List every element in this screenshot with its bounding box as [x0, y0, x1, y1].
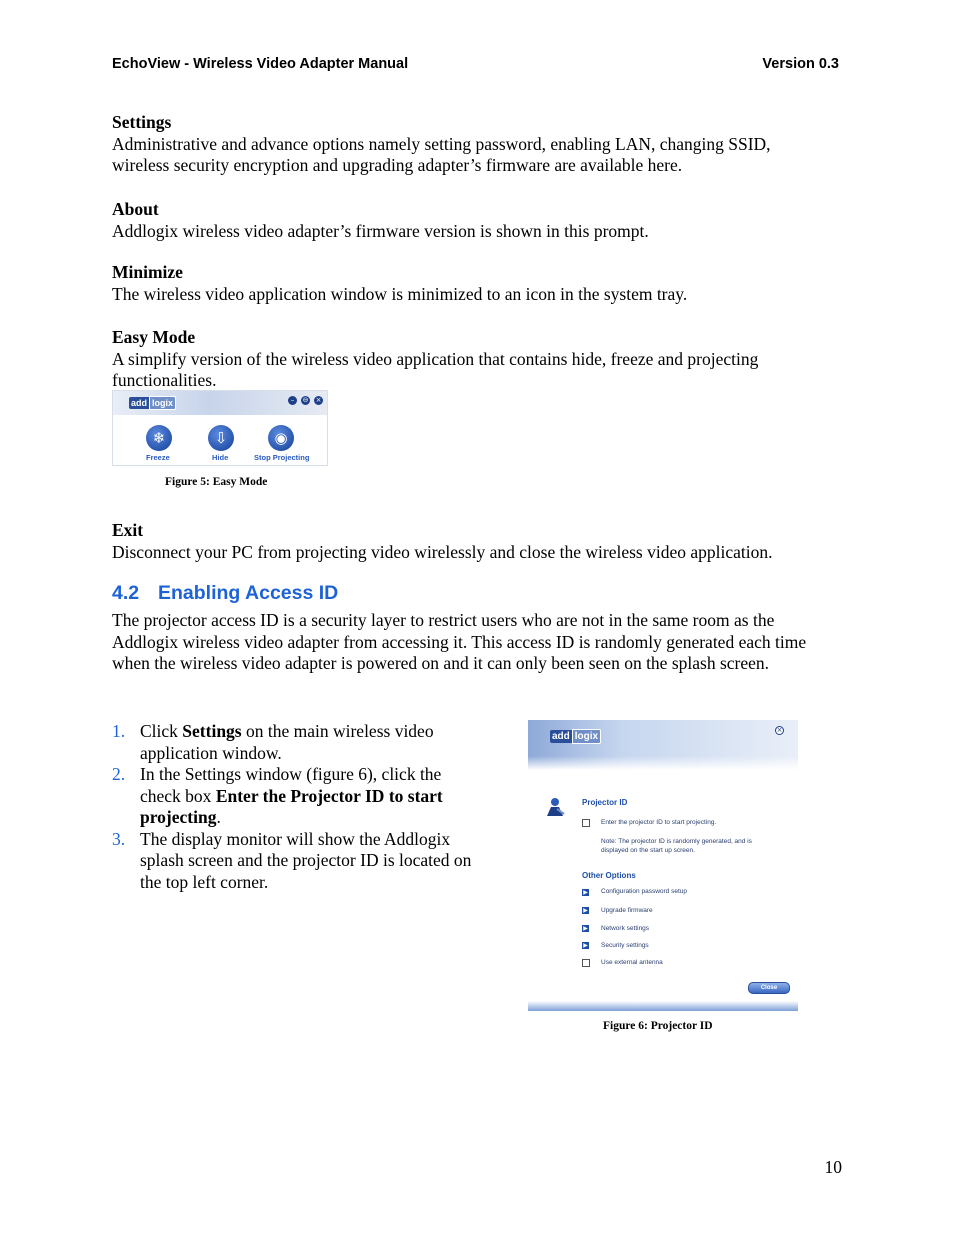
about-block: [112, 199, 832, 242]
close-icon: ×: [776, 726, 783, 734]
minimize-heading: Minimize: [112, 262, 183, 282]
projector-id-note: Note: The projector ID is randomly generated, and is: [601, 838, 752, 845]
exit-heading: Exit: [112, 520, 144, 540]
projector-id-checkbox-label: Enter the projector ID to start projecting.: [601, 819, 717, 826]
settings-body: Administrative and advance options namely setting password, enabling LAN, changing SSID, wireless security encryption and upgrading adapter’s firmware are available here.: [112, 133, 771, 175]
minimize-icon: –: [288, 396, 297, 405]
easy-mode-screenshot: [112, 390, 328, 466]
document-header-version: Version 0.3: [762, 56, 839, 72]
restore-icon: ⊖: [302, 396, 309, 404]
other-options-heading: Other Options: [582, 871, 636, 880]
list-item: 2. In the Settings window (figure 6), click the check box Enter the Projector ID to start projecting.: [112, 764, 443, 827]
section-title: Enabling Access ID: [158, 582, 339, 604]
option-configuration-password[interactable]: Configuration password setup: [601, 888, 687, 895]
easy-mode-block: [112, 327, 832, 392]
stop-projecting-label: Stop Projecting: [254, 453, 310, 462]
close-icon: ×: [315, 396, 322, 404]
easy-mode-heading: Easy Mode: [112, 327, 196, 347]
arrow-right-icon[interactable]: ▶: [583, 907, 588, 914]
exit-body: Disconnect your PC from projecting video wirelessly and close the wireless video application.: [112, 541, 773, 562]
option-network-settings[interactable]: Network settings: [601, 925, 650, 932]
steps-list: [112, 721, 477, 893]
hide-label: Hide: [212, 453, 229, 462]
external-antenna-label: Use external antenna: [601, 959, 663, 966]
external-antenna-checkbox[interactable]: [582, 959, 590, 967]
projector-id-checkbox[interactable]: [582, 819, 590, 827]
projector-id-footer-bar: [528, 1001, 798, 1011]
close-button[interactable]: Close: [748, 982, 790, 994]
list-item: 3. The display monitor will show the Addlogix splash screen and the projector ID is located on the top left corner.: [112, 828, 472, 892]
stop-projecting-icon: ◉: [268, 425, 294, 451]
arrow-right-icon[interactable]: ▶: [583, 925, 588, 932]
figure6-caption: Figure 6: Projector ID: [603, 1020, 713, 1032]
option-upgrade-firmware[interactable]: Upgrade firmware: [601, 907, 653, 914]
minimize-block: [112, 262, 832, 305]
settings-heading: Settings: [112, 112, 172, 132]
section-intro: The projector access ID is a security layer to restrict users who are not in the same room as the Addlogix wireless video adapter from accessing it. This access ID is randomly generated each time when the wireless video adapter is powered on and it can only been seen on the splash screen.: [112, 610, 807, 673]
figure5-caption: Figure 5: Easy Mode: [165, 476, 268, 488]
minimize-body: The wireless video application window is minimized to an icon in the system tray.: [112, 283, 688, 304]
projector-id-note-2: displayed on the start up screen.: [601, 847, 695, 854]
document-header-title: EchoView - Wireless Video Adapter Manual: [112, 56, 409, 72]
addlogix-logo: add logix: [550, 729, 601, 744]
freeze-label: Freeze: [146, 453, 170, 462]
addlogix-logo: add logix: [129, 396, 176, 410]
projector-id-heading: Projector ID: [582, 798, 628, 807]
section-number: 4.2: [112, 582, 140, 604]
arrow-right-icon[interactable]: ▶: [583, 942, 588, 949]
page-number: 10: [824, 1157, 842, 1177]
hide-icon: ⇩: [208, 425, 234, 451]
freeze-icon: ❄: [146, 425, 172, 451]
list-item: 1. Click Settings on the main wireless video application window.: [112, 721, 434, 763]
easy-mode-titlebar: [113, 391, 327, 415]
arrow-right-icon[interactable]: ▶: [583, 889, 588, 896]
user-key-icon: [544, 796, 566, 818]
settings-block: [112, 112, 832, 177]
easy-mode-body: A simplify version of the wireless video application that contains hide, freeze and projecting functionalities.: [112, 348, 759, 390]
about-heading: About: [112, 199, 159, 219]
about-body: Addlogix wireless video adapter’s firmware version is shown in this prompt.: [112, 220, 649, 241]
projector-id-titlebar: [528, 720, 798, 770]
exit-block: [112, 520, 832, 563]
option-security-settings[interactable]: Security settings: [601, 942, 649, 949]
projector-id-screenshot: [528, 720, 798, 1011]
section-heading: [112, 582, 338, 605]
